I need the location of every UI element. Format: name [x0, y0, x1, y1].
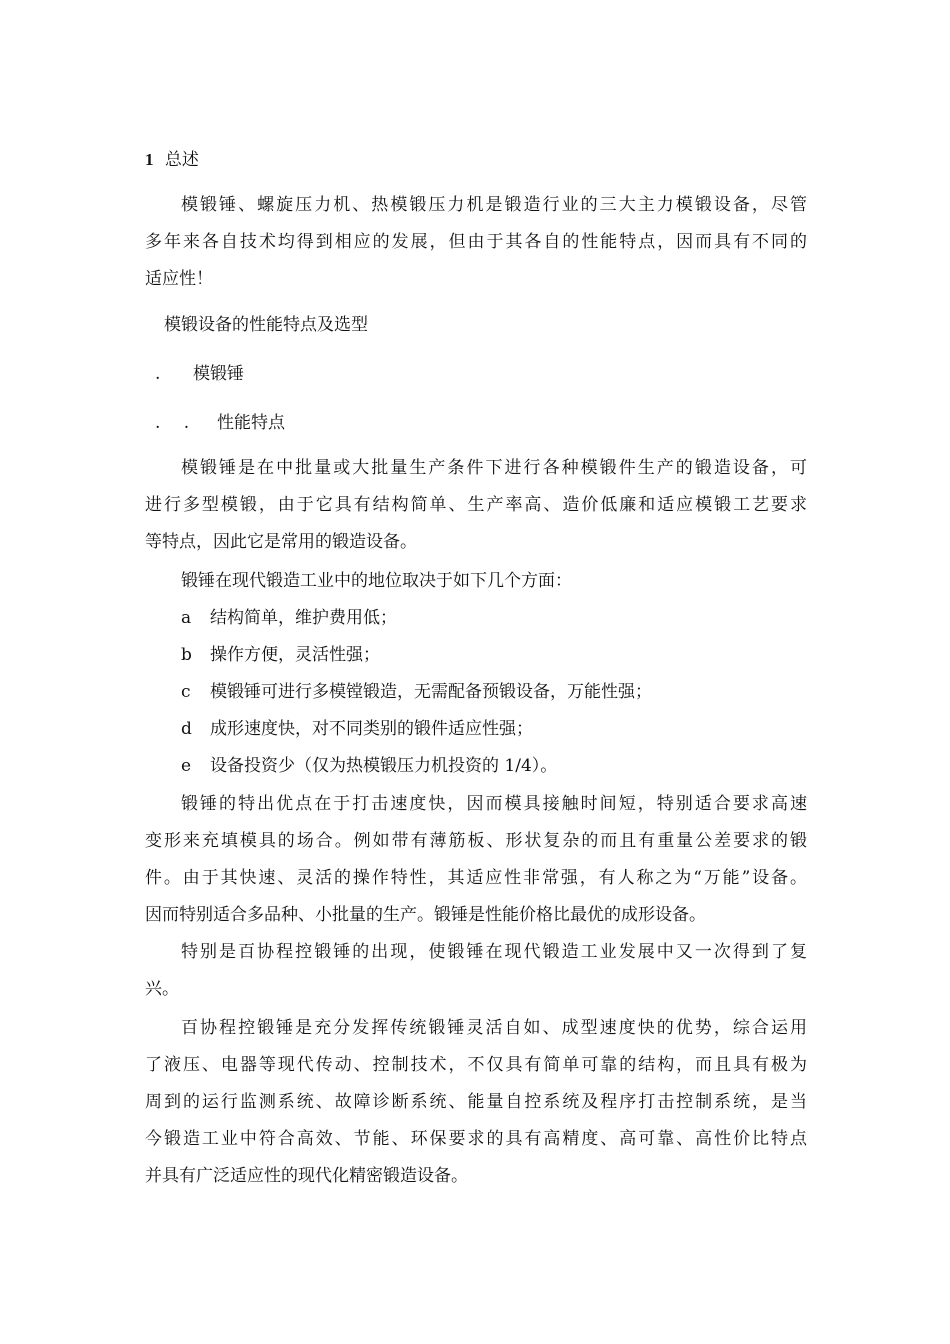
list-letter: a — [181, 608, 192, 628]
heading-level-2 — [155, 412, 455, 434]
paragraph-line: 进行多型模锻，由于它具有结构简单、生产率高、造价低廉和适应模锻工艺要求 — [145, 495, 807, 515]
list-item — [181, 718, 781, 740]
list-text: 结构简单，维护费用低； — [210, 608, 397, 628]
list-letter: c — [181, 682, 191, 702]
paragraph-line: 模锻锤、螺旋压力机、热模锻压力机是锻造行业的三大主力模锻设备，尽管 — [181, 195, 807, 215]
list-letter: b — [181, 645, 192, 665]
paragraph-line: 适应性！ — [145, 269, 213, 289]
paragraph-line: 多年来各自技术均得到相应的发展，但由于其各自的性能特点，因而具有不同的 — [145, 232, 807, 252]
paragraph-line: 件。由于其快速、灵活的操作特性，其适应性非常强，有人称之为“万能”设备。 — [145, 868, 807, 888]
subtitle: 模锻设备的性能特点及选型 — [164, 315, 368, 335]
paragraph-line: 百协程控锻锤是充分发挥传统锻锤灵活自如、成型速度快的优势，综合运用 — [181, 1018, 807, 1038]
list-text: 设备投资少（仅为热模锻压力机投资的 1/4）。 — [210, 756, 558, 776]
heading-level-1 — [155, 363, 455, 385]
list-item — [181, 755, 781, 777]
section-heading — [145, 149, 445, 171]
paragraph-line: 并具有广泛适应性的现代化精密锻造设备。 — [145, 1166, 468, 1186]
paragraph-line: 今锻造工业中符合高效、节能、环保要求的具有高精度、高可靠、高性价比特点 — [145, 1129, 807, 1149]
paragraph-line: 了液压、电器等现代传动、控制技术，不仅具有简单可靠的结构，而且具有极为 — [145, 1055, 807, 1075]
list-item — [181, 607, 781, 629]
heading-title: 模锻锤 — [193, 364, 244, 384]
paragraph-line: 因而特别适合多品种、小批量的生产。锻锤是性能价格比最优的成形设备。 — [145, 905, 706, 925]
list-item — [181, 681, 781, 703]
section-number: 1 — [145, 150, 154, 169]
paragraph-line: 锻锤在现代锻造工业中的地位取决于如下几个方面： — [181, 571, 572, 591]
list-letter: e — [181, 756, 192, 776]
paragraph-line: 周到的运行监测系统、故障诊断系统、能量自控系统及程序打击控制系统，是当 — [145, 1092, 807, 1112]
section-title: 总述 — [164, 150, 199, 170]
heading-marker: . . — [155, 413, 190, 433]
paragraph-line: 锻锤的特出优点在于打击速度快，因而模具接触时间短，特别适合要求高速 — [181, 794, 807, 814]
list-letter: d — [181, 719, 192, 739]
paragraph-line: 兴。 — [145, 979, 179, 999]
heading-marker: . — [155, 364, 161, 384]
paragraph-line: 模锻锤是在中批量或大批量生产条件下进行各种模锻件生产的锻造设备，可 — [181, 458, 807, 478]
paragraph-line: 特别是百协程控锻锤的出现，使锻锤在现代锻造工业发展中又一次得到了复 — [181, 942, 807, 962]
list-item — [181, 644, 781, 666]
heading-title: 性能特点 — [217, 413, 285, 433]
paragraph-line: 变形来充填模具的场合。例如带有薄筋板、形状复杂的而且有重量公差要求的锻 — [145, 831, 807, 851]
list-text: 模锻锤可进行多模镗锻造，无需配备预锻设备，万能性强； — [210, 682, 652, 702]
paragraph-line: 等特点，因此它是常用的锻造设备。 — [145, 532, 417, 552]
list-text: 成形速度快，对不同类别的锻件适应性强； — [210, 719, 533, 739]
list-text: 操作方便，灵活性强； — [210, 645, 380, 665]
